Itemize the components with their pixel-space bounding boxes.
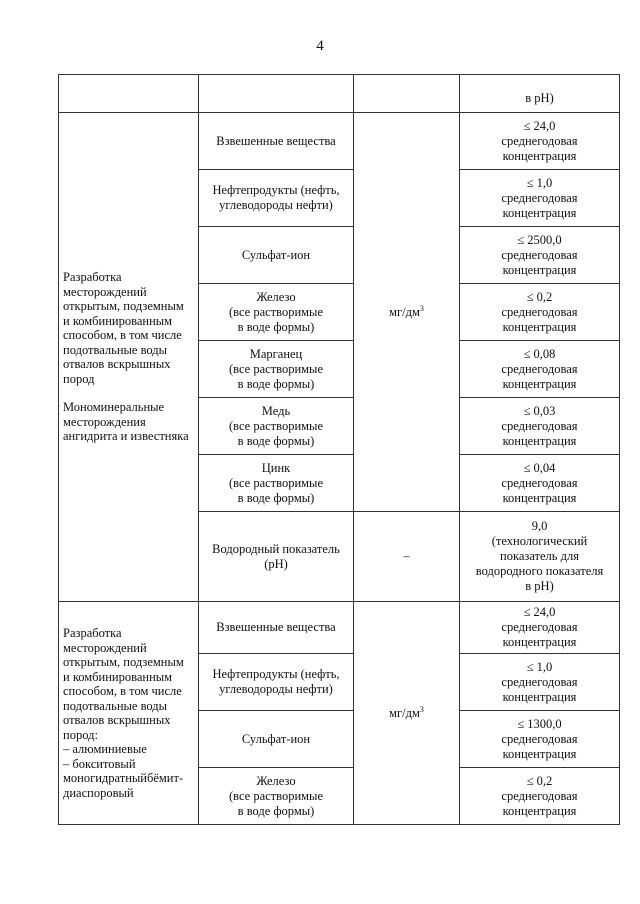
substance-line: (все растворимые <box>228 361 324 376</box>
substance-cell <box>199 170 354 227</box>
substance-line: в воде формы) <box>237 490 315 505</box>
substance-cell <box>199 512 354 602</box>
substance-line: (все растворимые <box>228 304 324 319</box>
value-cell <box>460 113 620 170</box>
substance-line: (рН) <box>264 556 288 571</box>
substance-line: углеводороды нефти) <box>219 682 333 696</box>
value-line: концентрация <box>502 148 577 163</box>
norms-table-body <box>59 75 620 825</box>
activity-line: месторождения <box>63 414 146 429</box>
limit-value: ≤ 0,03 <box>523 403 556 418</box>
unit-superscript: 3 <box>419 303 424 313</box>
substance-line: Железо <box>256 773 296 788</box>
table-row <box>59 113 620 170</box>
substance-line: Нефтепродукты (нефть, <box>212 667 340 681</box>
activity-cell <box>59 602 199 825</box>
unit-text: мг/дм <box>389 705 420 720</box>
substance-line: (все растворимые <box>228 475 324 490</box>
value-line: среднегодовая <box>501 247 578 262</box>
activity-line: пород: <box>63 727 98 742</box>
activity-line: Мономинеральные <box>63 400 165 415</box>
value-line: среднегодовая <box>501 190 578 205</box>
substance-cell <box>199 284 354 341</box>
value-cell <box>460 512 620 602</box>
activity-line: – бокситовый <box>63 756 136 771</box>
value-cell <box>460 602 620 654</box>
substance-line: Сульфат-ион <box>241 247 311 262</box>
value-line: концентрация <box>502 746 577 761</box>
value-cell <box>460 341 620 398</box>
limit-value: ≤ 1,0 <box>526 659 553 674</box>
value-line: 9,0 <box>531 519 548 533</box>
activity-line: и комбинированным <box>63 313 173 328</box>
unit-superscript: 3 <box>419 704 424 714</box>
value-line: в рН) <box>525 91 554 105</box>
limit-value: ≤ 24,0 <box>523 118 556 133</box>
value-line: среднегодовая <box>501 620 578 634</box>
substance-cell <box>199 341 354 398</box>
value-line: концентрация <box>502 205 577 220</box>
activity-line: ангидрита и известняка <box>63 429 189 444</box>
value-cell <box>460 768 620 825</box>
substance-line: Нефтепродукты (нефть, <box>212 183 340 197</box>
value-cell <box>460 75 620 113</box>
limit-value: ≤ 0,04 <box>523 460 556 475</box>
table-row <box>59 75 620 113</box>
value-line: концентрация <box>502 803 577 818</box>
activity-line: отвалов вскрышных <box>63 713 171 727</box>
value-cell <box>460 227 620 284</box>
activity-line: моногидратныйбёмит- <box>63 771 184 785</box>
substance-line: (все растворимые <box>228 788 324 803</box>
value-line: концентрация <box>502 490 577 505</box>
substance-line: Марганец <box>249 346 303 361</box>
value-line: среднегодовая <box>501 304 578 319</box>
activity-line: месторождений <box>63 284 147 299</box>
page-number: 4 <box>316 38 324 54</box>
value-line: концентрация <box>502 319 577 334</box>
value-line: среднегодовая <box>501 475 578 490</box>
substance-cell <box>199 398 354 455</box>
value-cell <box>460 654 620 711</box>
activity-line: и комбинированным <box>63 669 173 684</box>
substance-cell <box>199 711 354 768</box>
activity-line: Разработка <box>63 626 122 640</box>
unit-cell <box>354 75 460 113</box>
value-line: концентрация <box>502 689 577 704</box>
substance-line: Медь <box>261 403 291 418</box>
value-line: концентрация <box>502 262 577 277</box>
limit-value: ≤ 2500,0 <box>517 232 562 247</box>
value-cell <box>460 170 620 227</box>
substance-line: в воде формы) <box>237 433 315 448</box>
substance-line: Железо <box>256 289 296 304</box>
substance-cell <box>199 768 354 825</box>
substance-line: (все растворимые <box>228 418 324 433</box>
activity-line: открытым, подземным <box>63 655 184 669</box>
substance-cell <box>199 602 354 654</box>
substance-line: Цинк <box>261 460 291 475</box>
limit-value: ≤ 0,2 <box>526 289 553 304</box>
activity-line: диаспоровый <box>63 785 134 800</box>
unit-cell <box>354 602 460 825</box>
substance-line: в воде формы) <box>237 376 315 391</box>
activity-line: отвалов вскрышных <box>63 357 171 372</box>
paragraph-gap <box>63 386 196 400</box>
activity-line: открытым, подземным <box>63 299 184 314</box>
unit-cell: – <box>354 512 460 602</box>
activity-cell <box>59 113 199 602</box>
substance-cell <box>199 654 354 711</box>
unit-text: мг/дм <box>389 304 420 319</box>
substance-line: Водородный показатель <box>212 541 340 556</box>
value-cell <box>460 398 620 455</box>
value-line: концентрация <box>502 433 577 448</box>
value-line: среднегодовая <box>501 418 578 433</box>
table-row <box>59 602 620 654</box>
substance-cell <box>199 75 354 113</box>
value-line: среднегодовая <box>501 361 578 376</box>
norms-table <box>58 74 620 825</box>
activity-line: подотвальные воды <box>63 698 168 713</box>
activity-cell <box>59 75 199 113</box>
substance-line: Взвешенные вещества <box>216 133 336 148</box>
value-line: концентрация <box>502 376 577 391</box>
substance-line: Сульфат-ион <box>241 731 311 746</box>
activity-line: – алюминиевые <box>63 742 147 756</box>
value-line: показатель для <box>500 549 579 563</box>
limit-value: ≤ 0,08 <box>523 346 556 361</box>
activity-line: подотвальные воды <box>63 342 168 357</box>
limit-value: ≤ 0,2 <box>526 773 553 788</box>
value-line: (технологический <box>491 534 588 548</box>
value-cell <box>460 455 620 512</box>
unit-cell <box>354 113 460 512</box>
value-line: среднегодовая <box>501 788 578 803</box>
limit-value: ≤ 24,0 <box>523 605 556 619</box>
substance-line: в воде формы) <box>237 803 315 818</box>
substance-cell <box>199 455 354 512</box>
substance-line: Взвешенные вещества <box>216 620 336 634</box>
substance-line: в воде формы) <box>237 319 315 334</box>
substance-cell <box>199 113 354 170</box>
activity-line: месторождений <box>63 640 147 655</box>
activity-line: способом, в том числе <box>63 328 182 343</box>
value-cell <box>460 711 620 768</box>
activity-line: пород <box>63 371 95 386</box>
value-cell <box>460 284 620 341</box>
substance-line: углеводороды нефти) <box>219 198 333 212</box>
substance-cell <box>199 227 354 284</box>
value-line: водородного показателя <box>475 564 604 578</box>
value-line: концентрация <box>502 635 577 649</box>
activity-line: способом, в том числе <box>63 684 182 698</box>
value-line: среднегодовая <box>501 731 578 746</box>
value-line: среднегодовая <box>501 133 578 148</box>
value-line: в рН) <box>525 579 554 593</box>
value-line: среднегодовая <box>501 674 578 689</box>
limit-value: ≤ 1,0 <box>526 175 553 190</box>
limit-value: ≤ 1300,0 <box>517 716 562 731</box>
activity-line: Разработка <box>63 270 122 285</box>
